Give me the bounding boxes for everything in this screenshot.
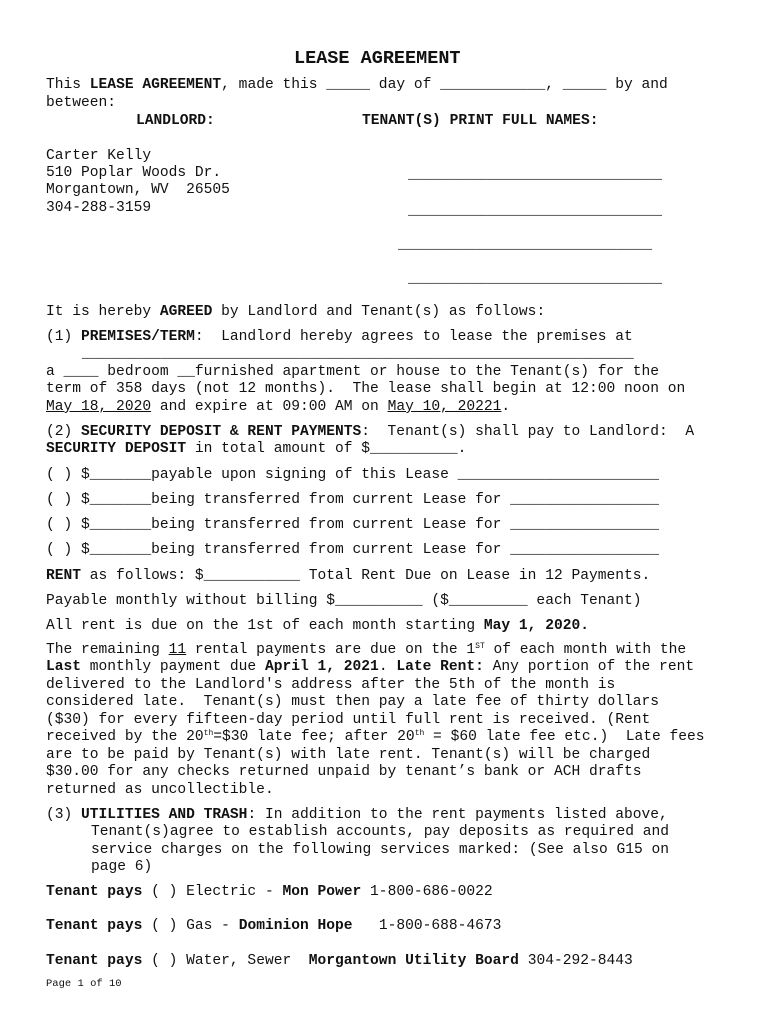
document-title: LEASE AGREEMENT	[294, 48, 461, 69]
premises-address-blank[interactable]: _______________________________________________________________	[82, 346, 634, 362]
late-rent-line-1: delivered to the Landlord's address after the 5th of the month is	[46, 677, 616, 693]
intro-line-1: This LEASE AGREEMENT, made this _____ day of ____________, _____ by and	[46, 77, 668, 93]
late-rent-line-6: $30.00 for any checks returned unpaid by tenant’s bank or ACH drafts	[46, 764, 642, 780]
utility-electric-row[interactable]: Tenant pays ( ) Electric - Mon Power 1-800-686-0022	[46, 884, 493, 900]
deposit-option[interactable]: ( ) $_______being transferred from current Lease for _________________	[46, 492, 660, 508]
last-payment-line: Last monthly payment due April 1, 2021. Late Rent: Any portion of the rent	[46, 659, 695, 675]
premises-line-4: term of 358 days (not 12 months). The lease shall begin at 12:00 noon on	[46, 381, 686, 397]
late-rent-line-5: are to be paid by Tenant(s) with late rent. Tenant(s) will be charged	[46, 747, 651, 763]
late-rent-line-2: considered late. Tenant(s) must then pay a late fee of thirty dollars	[46, 694, 660, 710]
page-number-footer: Page 1 of 10	[46, 978, 122, 990]
late-rent-line-7: returned as uncollectible.	[46, 782, 274, 798]
intro-line-2: between:	[46, 95, 117, 111]
deposit-line-1: (2) SECURITY DEPOSIT & RENT PAYMENTS: Tenant(s) shall pay to Landlord: A	[46, 424, 695, 440]
premises-line-5: May 18, 2020 and expire at 09:00 AM on May 10, 20221.	[46, 399, 511, 415]
tenant-name-line-2[interactable]: _____________________________	[408, 203, 662, 219]
deposit-line-2: SECURITY DEPOSIT in total amount of $__________.	[46, 441, 467, 457]
premises-line-3: a ____ bedroom __furnished apartment or house to the Tenant(s) for the	[46, 364, 660, 380]
late-rent-line-3: ($30) for every fifteen-day period until full rent is received. (Rent	[46, 712, 651, 728]
rent-line: RENT as follows: $___________ Total Rent Due on Lease in 12 Payments.	[46, 568, 651, 584]
deposit-option[interactable]: ( ) $_______being transferred from current Lease for _________________	[46, 542, 660, 558]
landlord-heading: LANDLORD:	[136, 113, 215, 129]
monthly-line: Payable monthly without billing $__________ ($_________ each Tenant)	[46, 593, 642, 609]
tenant-name-line-1[interactable]: _____________________________	[408, 167, 662, 183]
remaining-line: The remaining 11 rental payments are due on the 1ST of each month with the	[46, 642, 687, 658]
tenant-name-line-4[interactable]: _____________________________	[408, 271, 662, 287]
utilities-line-4: page 6)	[91, 859, 153, 875]
utility-water-row[interactable]: Tenant pays ( ) Water, Sewer Morgantown Utility Board 304-292-8443	[46, 953, 633, 969]
agreed-line: It is hereby AGREED by Landlord and Tenant(s) as follows:	[46, 304, 546, 320]
late-rent-line-4: received by the 20th=$30 late fee; after 20th = $60 late fee etc.) Late fees	[46, 729, 705, 745]
deposit-option[interactable]: ( ) $_______payable upon signing of this Lease _______________________	[46, 467, 660, 483]
utility-gas-row[interactable]: Tenant pays ( ) Gas - Dominion Hope 1-800-688-4673	[46, 918, 502, 934]
utilities-line-1: (3) UTILITIES AND TRASH: In addition to the rent payments listed above,	[46, 807, 668, 823]
deposit-option[interactable]: ( ) $_______being transferred from current Lease for _________________	[46, 517, 660, 533]
tenant-heading: TENANT(S) PRINT FULL NAMES:	[362, 113, 599, 129]
landlord-phone: 304-288-3159	[46, 200, 152, 216]
landlord-name: Carter Kelly	[46, 148, 152, 164]
premises-line-1: (1) PREMISES/TERM: Landlord hereby agrees to lease the premises at	[46, 329, 633, 345]
utilities-line-3: service charges on the following services marked: (See also G15 on	[91, 842, 670, 858]
landlord-city: Morgantown, WV 26505	[46, 182, 230, 198]
tenant-name-line-3[interactable]: _____________________________	[398, 237, 652, 253]
utilities-line-2: Tenant(s)agree to establish accounts, pay deposits as required and	[91, 824, 670, 840]
rent-due-line: All rent is due on the 1st of each month starting May 1, 2020.	[46, 618, 589, 634]
landlord-street: 510 Poplar Woods Dr.	[46, 165, 222, 181]
